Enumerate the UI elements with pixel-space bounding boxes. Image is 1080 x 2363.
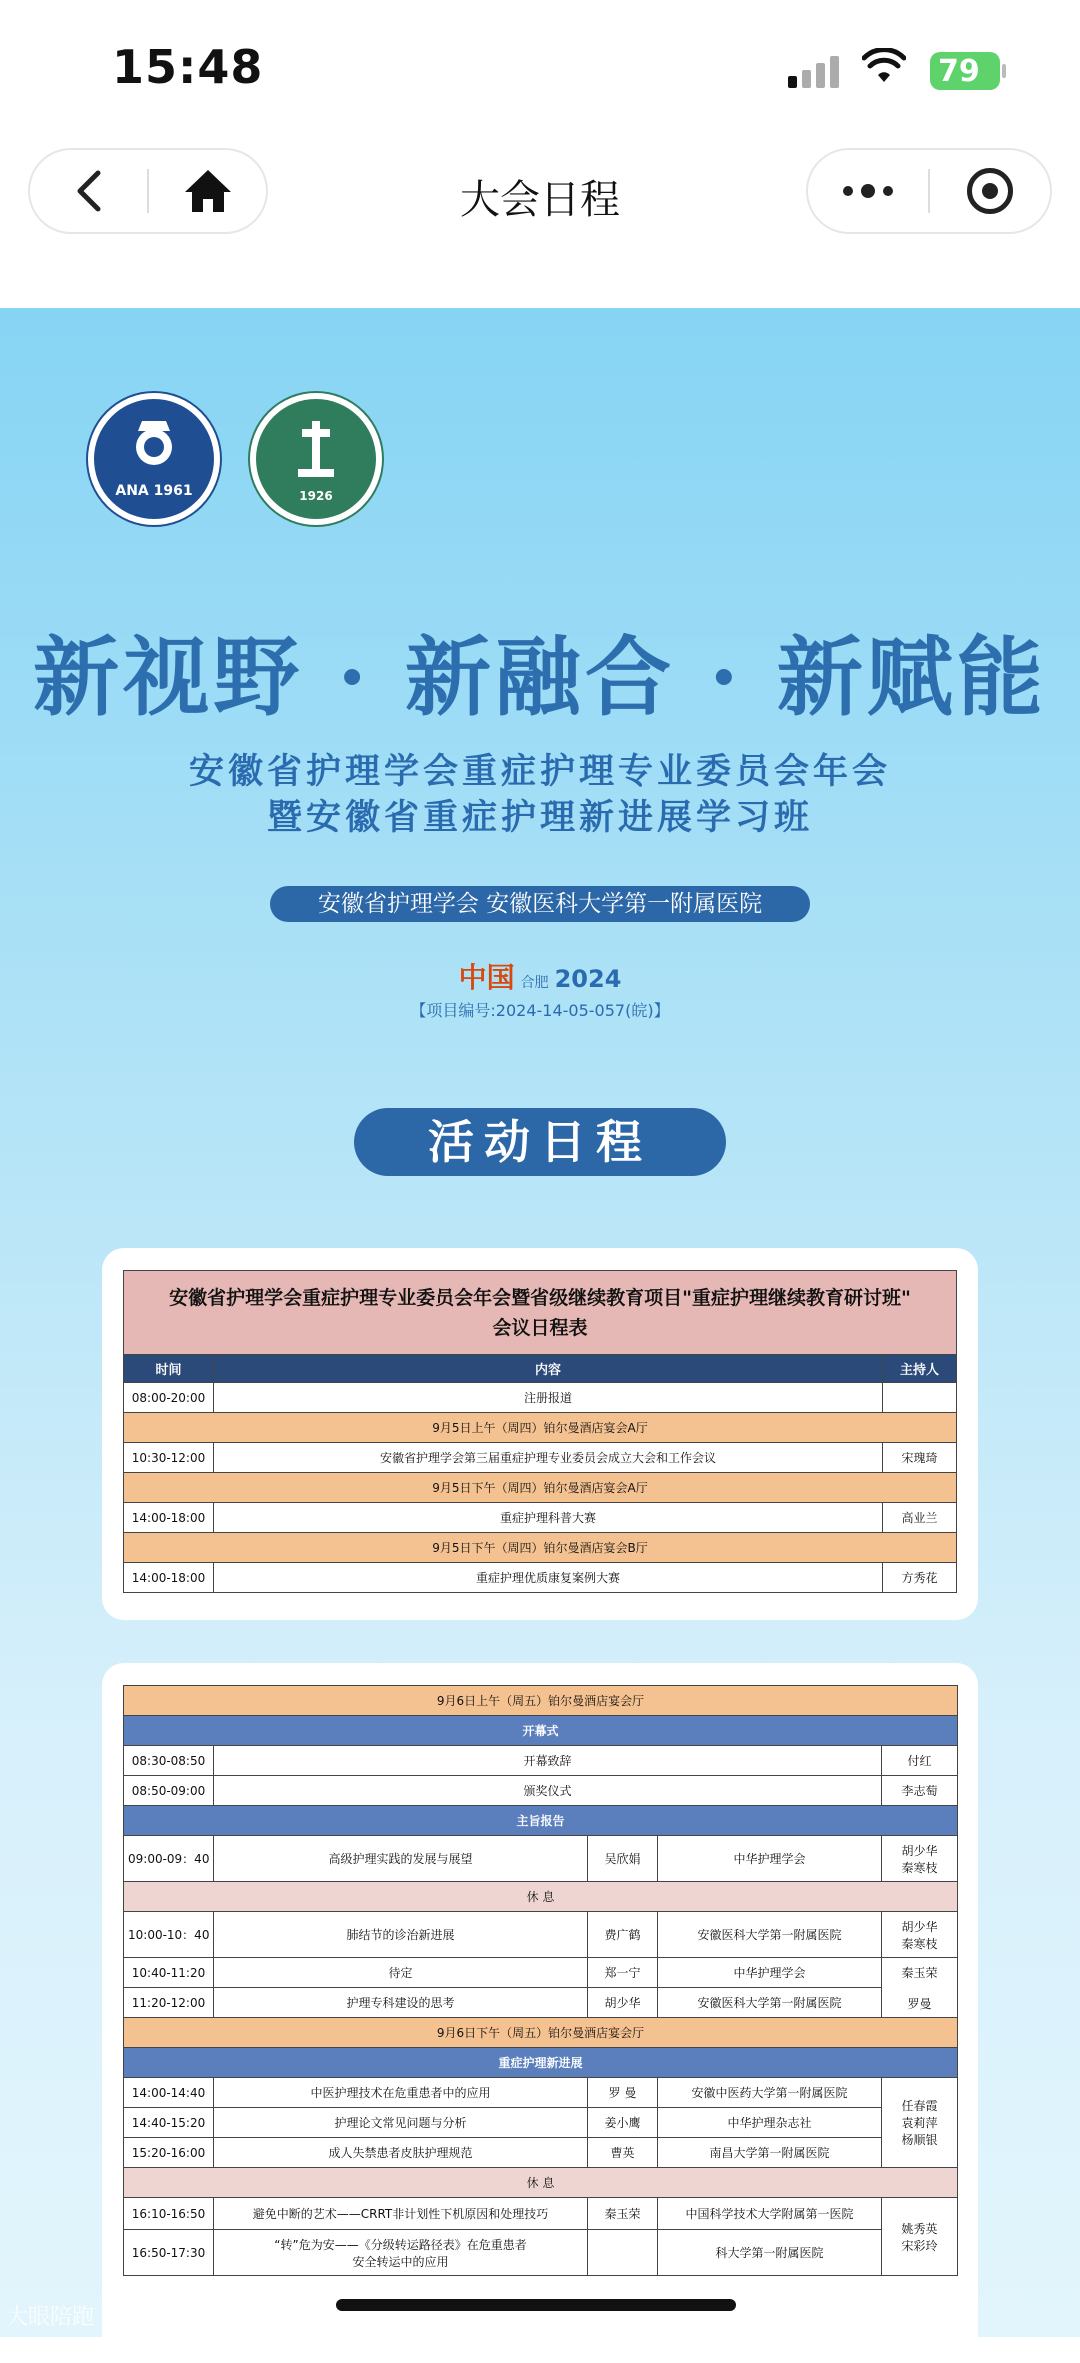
table-row [124, 1836, 958, 1882]
battery-level: 79 [938, 53, 980, 89]
table-cell: 注册报道 [214, 1383, 883, 1413]
table-cell: 科大学第一附属医院 [658, 2230, 882, 2276]
table-row [124, 2230, 958, 2276]
table-cell: 曹英 [588, 2138, 658, 2168]
close-miniprogram-button[interactable] [930, 150, 1050, 232]
logo2-text: 1926 [299, 489, 333, 503]
table-cell: 费广鹤 [588, 1912, 658, 1958]
table-cell: 08:50-09:00 [124, 1776, 214, 1806]
table-row [124, 1958, 958, 1988]
organizers-banner: 安徽省护理学会 安徽医科大学第一附属医院 [270, 886, 810, 922]
table-cell: 罗 曼 [588, 2078, 658, 2108]
battery-icon [930, 52, 1000, 90]
table1-header-row [124, 1355, 957, 1383]
status-time: 15:48 [112, 40, 264, 94]
table-row [124, 1746, 958, 1776]
table-cell: 14:00-18:00 [124, 1563, 214, 1593]
table-row [124, 1776, 958, 1806]
subtitle-line1: 安徽省护理学会重症护理专业委员会年会 [188, 752, 891, 792]
more-button[interactable] [808, 150, 928, 232]
table-cell: 姜小鹰 [588, 2108, 658, 2138]
table-cell: 内容 [214, 1355, 883, 1383]
table-cell: 14:00-18:00 [124, 1503, 214, 1533]
table-cell: 郑一宁 [588, 1958, 658, 1988]
table-row [124, 1988, 958, 2018]
table-row [124, 1503, 957, 1533]
schedule-table-2 [123, 1685, 958, 2276]
more-dots-icon [843, 184, 893, 198]
table-cell: 中医护理技术在危重患者中的应用 [214, 2078, 588, 2108]
table-cell: 胡少华 秦寒枝 [882, 1912, 958, 1958]
table-section-row [124, 1686, 958, 1716]
table-section-row [124, 1473, 957, 1503]
table-cell: 14:40-15:20 [124, 2108, 214, 2138]
table-section-row [124, 1533, 957, 1563]
table-cell: 安徽省护理学会第三届重症护理专业委员会成立大会和工作会议 [214, 1443, 883, 1473]
place-logo [0, 956, 1080, 996]
table-row [124, 2138, 958, 2168]
table-cell: 秦玉荣 罗曼 [882, 1958, 958, 2018]
schedule-card-2 [102, 1663, 978, 2363]
logo1-text: ANA 1961 [115, 483, 193, 499]
table-cell: 颁奖仪式 [214, 1776, 882, 1806]
table-row [124, 1383, 957, 1413]
nav-right-capsule [806, 148, 1052, 234]
table-cell [588, 2230, 658, 2276]
table-cell: 南昌大学第一附属医院 [658, 2138, 882, 2168]
table-cell: 14:00-14:40 [124, 2078, 214, 2108]
table-cell: 中国科学技术大学附属第一医院 [658, 2198, 882, 2230]
table-cell: 待定 [214, 1958, 588, 1988]
table-cell: 中华护理杂志社 [658, 2108, 882, 2138]
table-cell: 肺结节的诊治新进展 [214, 1912, 588, 1958]
table-cell: 开幕致辞 [214, 1746, 882, 1776]
wifi-icon [862, 48, 906, 91]
table-section-row [124, 2168, 958, 2198]
table-cell: 10:40-11:20 [124, 1958, 214, 1988]
hospital-logo [250, 393, 382, 525]
table-cell: 高业兰 [882, 1503, 956, 1533]
table-cell: 15:20-16:00 [124, 2138, 214, 2168]
table-cell: “转”危为安——《分级转运路径表》在危重患者 安全转运中的应用 [214, 2230, 588, 2276]
table-cell: 11:20-12:00 [124, 1988, 214, 2018]
table-section-row [124, 2018, 958, 2048]
headline: 新视野 · 新融合 · 新赋能 [33, 627, 1047, 728]
project-number: 【项目编号:2024-14-05-057(皖)】 [410, 1001, 670, 1020]
place-year: 2024 [554, 965, 622, 993]
table-cell: 10:00-10：40 [124, 1912, 214, 1958]
table-cell: 重症护理新进展 [124, 2048, 958, 2078]
table-cell: 08:00-20:00 [124, 1383, 214, 1413]
table-cell: 宋瑰琦 [882, 1443, 956, 1473]
table-cell: 主旨报告 [124, 1806, 958, 1836]
place-country: 中国 [458, 961, 515, 994]
table-section-row [124, 1413, 957, 1443]
table-cell: 09:00-09：40 [124, 1836, 214, 1882]
table-cell: 任春霞 袁莉萍 杨顺银 [882, 2078, 958, 2168]
table-row [124, 1443, 957, 1473]
table-cell: 休 息 [124, 1882, 958, 1912]
home-indicator[interactable] [336, 2299, 736, 2311]
subtitle-line2: 暨安徽省重症护理新进展学习班 [266, 798, 813, 838]
table-section-row [124, 1882, 958, 1912]
table-cell: 安徽医科大学第一附属医院 [658, 1912, 882, 1958]
table-cell: 秦玉荣 [588, 2198, 658, 2230]
table-row [124, 2108, 958, 2138]
table-cell: 16:10-16:50 [124, 2198, 214, 2230]
table-section-row [124, 1806, 958, 1836]
table-cell: 护理专科建设的思考 [214, 1988, 588, 2018]
table-cell: 9月5日下午（周四）铂尔曼酒店宴会A厅 [124, 1473, 957, 1503]
table-cell: 护理论文常见问题与分析 [214, 2108, 588, 2138]
target-icon [967, 168, 1013, 214]
schedule-card-1 [102, 1248, 978, 1620]
table-section-row [124, 2048, 958, 2078]
table-cell: 成人失禁患者皮肤护理规范 [214, 2138, 588, 2168]
table-cell: 安徽医科大学第一附属医院 [658, 1988, 882, 2018]
table-cell: 重症护理科普大赛 [214, 1503, 883, 1533]
table-cell: 胡少华 [588, 1988, 658, 2018]
table-cell: 休 息 [124, 2168, 958, 2198]
activity-title: 活动日程 [354, 1108, 726, 1176]
status-bar [0, 0, 1080, 140]
table-cell: 16:50-17:30 [124, 2230, 214, 2276]
table-cell: 李志萄 [882, 1776, 958, 1806]
table-row [124, 1563, 957, 1593]
table1-title: 安徽省护理学会重症护理专业委员会年会暨省级继续教育项目"重症护理继续教育研讨班" 会议日程表 [124, 1271, 957, 1355]
table-row [124, 2078, 958, 2108]
table-cell: 9月6日上午（周五）铂尔曼酒店宴会厅 [124, 1686, 958, 1716]
table-cell: 方秀花 [882, 1563, 956, 1593]
table-cell: 08:30-08:50 [124, 1746, 214, 1776]
table-cell: 胡少华 秦寒枝 [882, 1836, 958, 1882]
place-city: 合肥 [520, 975, 549, 991]
table-cell: 9月6日下午（周五）铂尔曼酒店宴会厅 [124, 2018, 958, 2048]
table-cell: 10:30-12:00 [124, 1443, 214, 1473]
nursing-association-logo [88, 393, 220, 525]
table-cell: 9月5日上午（周四）铂尔曼酒店宴会A厅 [124, 1413, 957, 1443]
table-row [124, 2198, 958, 2230]
table-cell: 避免中断的艺术——CRRT非计划性下机原因和处理技巧 [214, 2198, 588, 2230]
table-cell: 9月5日下午（周四）铂尔曼酒店宴会B厅 [124, 1533, 957, 1563]
table-cell: 时间 [124, 1355, 214, 1383]
table-cell: 高级护理实践的发展与展望 [214, 1836, 588, 1882]
schedule-table-1 [123, 1270, 957, 1593]
table-cell: 重症护理优质康复案例大赛 [214, 1563, 883, 1593]
table-cell: 姚秀英 宋彩玲 [882, 2198, 958, 2276]
table-cell [882, 1383, 956, 1413]
table-cell: 付红 [882, 1746, 958, 1776]
poster [0, 308, 1080, 2337]
table-row [124, 1912, 958, 1958]
table-section-row [124, 1716, 958, 1746]
table-cell: 中华护理学会 [658, 1836, 882, 1882]
mini-program-nav-bar [0, 140, 1080, 308]
table-cell: 吴欣娟 [588, 1836, 658, 1882]
table-cell: 主持人 [882, 1355, 956, 1383]
watermark: 大眼陪跑 [6, 2305, 95, 2330]
page-title: 大会日程 [460, 177, 620, 223]
cellular-signal-icon [788, 56, 844, 88]
table-cell: 开幕式 [124, 1716, 958, 1746]
table-cell: 安徽中医药大学第一附属医院 [658, 2078, 882, 2108]
table-cell: 中华护理学会 [658, 1958, 882, 1988]
